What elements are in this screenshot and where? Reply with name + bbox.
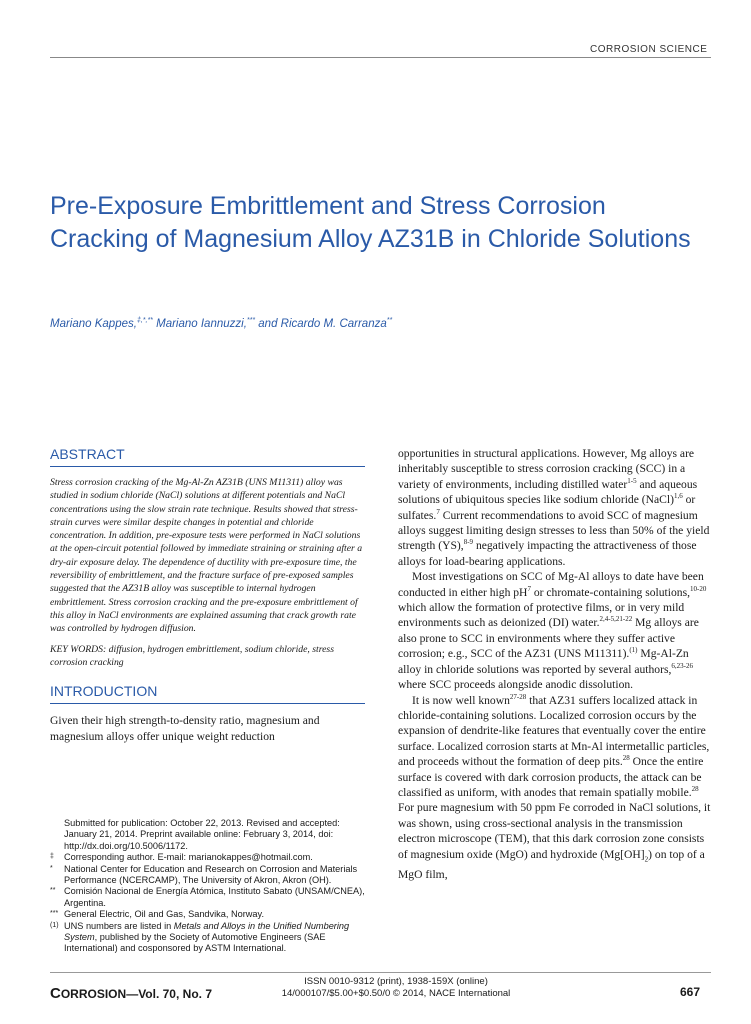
article-title: Pre-Exposure Embrittlement and Stress Corrosion Cracking of Magnesium Alloy AZ31B in Chloride Solutions [50,191,691,253]
left-column [50,446,365,744]
introduction-heading: INTRODUCTION [50,683,158,700]
footer-issn-line-2: 14/000107/$5.00+$0.50/0 © 2014, NACE International [281,988,511,999]
footnote-affiliation-3: *** General Electric, Oil and Gas, Sandvika, Norway. [50,909,264,920]
paragraph-2: Most investigations on SCC of Mg-Al alloys to date have been conducted in either high $pH^7$ or chromate-containing solutions,$^{10-20}$ which allow the formation of protective films, or in very mild environments such as deionized (DI) water.$^{2,4-5,21-22}$ Mg alloys are also prone to SCC in environments where they suffer active corrosion; e.g., SCC of the AZ31 (UNS M11311).$^{(1)}$ Mg-Al-Zn alloy in chloride solutions was reported by several authors,$^{6,23-26}$ where SCC proceeds alongside anodic dissolution. [398,570,707,692]
abstract-heading-rule [50,466,365,467]
author-1-affiliation-marks: ‡,*,** [136,317,153,325]
paragraph-3: It is now well known$^{27-28}$ that AZ31 suffers localized attack in chloride-containing solutions. Localized corrosion occurs by the expansion of dendrite-like features that eventually cover the entire surface. Localized corrosion starts at Mn-Al intermetallic particles, and proceeds without the formation of deep pits.$^{28}$ Once the entire surface is covered with dark corrosion products, the attack can be classified as uniform, with anodes that remain spatially mobile.$^{28}$ For pure magnesium with 50 ppm Fe corroded in NaCl solutions, it was shown, using cross-sectional analysis in the transmission electron microscope (TEM), that this dark corrosion zone consists of magnesium oxide (MgO) and hydroxide $(Mg[OH]_2)$ on top of a MgO film, [398,692,711,882]
footnote-corresponding: ‡ Corresponding author. E-mail: marianokappes@hotmail.com. [50,852,313,863]
footer-issn-line-1: ISSN 0010-9312 (print), 1938-159X (online) [304,976,488,987]
footer-divider [50,972,711,973]
author-3-affiliation-marks: ** [386,317,393,325]
author-list [50,318,392,330]
paragraph-1: opportunities in structural applications. However, Mg alloys are inheritably susceptible to stress corrosion cracking (SCC) in a variety of environments, including distilled water$^{1-5}$ and aqueous solutions of ubiquitous species like sodium chloride (NaCl)$^{1,6}$ or sulfates.$^7$ Current recommendations to avoid SCC of magnesium alloys suggest limiting design stresses to less than 50% of the yield strength (YS),$^{8-9}$ negatively impacting the attractiveness of those alloys for load-bearing applications. [398,447,710,568]
footnote-uns: (1) UNS numbers are listed in Metals and Alloys in the Unified Numbering System, published by the Society of Automotive Engineers (SAE International) and cosponsored by ASTM International. [50,920,350,954]
introduction-body: Given their high strength-to-density ratio, magnesium and magnesium alloys offer unique weight reduction [50,714,320,743]
journal-section-label: CORROSION SCIENCE [590,44,708,55]
footnotes [50,818,365,955]
footer-journal-volume: CORROSION—Vol. 70, No. 7 [50,985,212,1002]
page-number: 667 [680,985,701,999]
author-1: Mariano Kappes, [50,318,137,330]
keywords: KEY WORDS: diffusion, hydrogen embrittlement, sodium chloride, stress corrosion cracking [50,643,334,668]
header-divider [50,57,711,58]
footnote-affiliation-2: ** Comisión Nacional de Energía Atómica, Instituto Sabato (UNSAM/CNEA), Argentina. [50,886,365,908]
introduction-heading-rule [50,703,365,704]
footnote-submission: Submitted for publication: October 22, 2013. Revised and accepted: January 21, 2014. Preprint available online: February 3, 2014, doi: http://dx.doi.org/10.5006/1172. [64,818,340,851]
abstract-heading: ABSTRACT [50,446,125,462]
author-2-affiliation-marks: *** [246,317,256,325]
author-3: and Ricardo M. Carranza [255,318,387,330]
abstract-body: Stress corrosion cracking of the Mg-Al-Zn AZ31B (UNS M11311) alloy was studied in sodium chloride (NaCl) solutions at different potentials and NaCl concentrations using the slow strain rate technique. Results showed that stress-strain curves were similar despite changes in potential and chloride concentration. In addition, pre-exposure tests were performed in NaCl solutions at the open-circuit potential followed by immediate straining or straining after a dry-air exposure delay. The dependence of ductility with pre-exposure time, the reversibility of embrittlement, and the fracture surface of pre-exposed samples suggested that the AZ31B alloy was susceptible to internal hydrogen embrittlement. Stress corrosion cracking and the pre-exposure embrittlement of this alloy in NaCl environments are explained assuming that crack growth rate was controlled by hydrogen diffusion. [50,477,363,635]
right-column [398,446,711,883]
footer-issn [200,976,592,1000]
footnote-affiliation-1: * National Center for Education and Research on Corrosion and Materials Performance (NCERCAMP), The University of Akron, Akron (OH). [50,863,358,886]
author-2: Mariano Iannuzzi, [152,318,247,330]
